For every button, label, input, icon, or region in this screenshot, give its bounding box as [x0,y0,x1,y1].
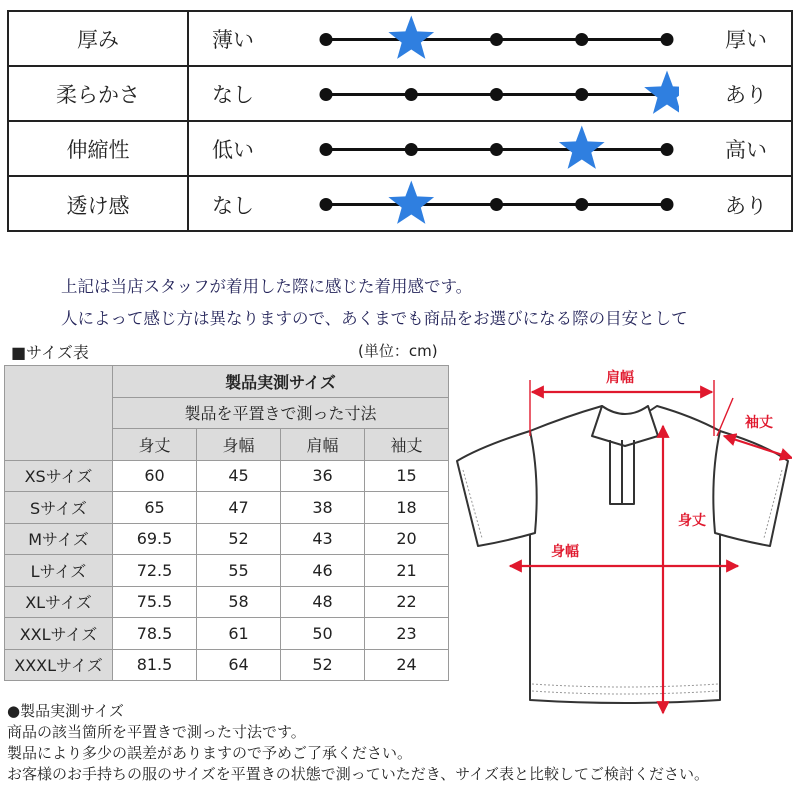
size-label: Sサイズ [5,492,113,524]
size-value: 52 [197,523,281,555]
scale-dot [661,143,674,156]
size-value: 65 [113,492,197,524]
size-label: Mサイズ [5,523,113,555]
feel-high-label: 高い [725,137,767,162]
size-value: 72.5 [113,555,197,587]
feel-scale-graphic [309,12,679,67]
size-value: 55 [197,555,281,587]
size-label: Lサイズ [5,555,113,587]
feel-row-softness [9,67,791,122]
size-label: XXLサイズ [5,618,113,650]
feel-row-thickness [9,12,791,67]
feel-label: 柔らかさ [9,67,189,120]
size-value: 22 [365,586,449,618]
table-row [5,555,449,587]
size-value: 64 [197,649,281,681]
size-value: 52 [281,649,365,681]
scale-dot [575,88,588,101]
feel-low-label: なし [212,82,254,107]
scale-dot [490,198,503,211]
scale-dot [575,198,588,211]
feel-scale-graphic [309,177,679,232]
length-label: 身丈 [678,513,706,529]
rating-star-icon [388,181,434,224]
scale-dot [490,88,503,101]
width-label: 身幅 [551,544,579,560]
size-table-title: ■サイズ表 [11,343,89,362]
footnote-line: 商品の該当箇所を平置きで測った寸法です。 [7,723,306,741]
size-value: 23 [365,618,449,650]
scale-dot [320,143,333,156]
size-value: 61 [197,618,281,650]
rating-star-icon [388,16,434,59]
size-label: XLサイズ [5,586,113,618]
size-label: XXXLサイズ [5,649,113,681]
size-value: 69.5 [113,523,197,555]
size-value: 36 [281,460,365,492]
note-line: 人によって感じ方は異なりますので、あくまでも商品をお選びになる際の目安として [61,309,688,328]
feel-scale [309,12,679,65]
size-value: 78.5 [113,618,197,650]
size-value: 38 [281,492,365,524]
fit-feel-table [7,10,793,232]
column-header: 身丈 [113,429,197,461]
table-row [5,523,449,555]
feel-scale [309,177,679,232]
table-row [5,586,449,618]
feel-low-label: 薄い [212,27,254,52]
feel-label: 厚み [9,12,189,65]
table-row [5,492,449,524]
rating-star-icon [644,71,679,114]
table-row [5,460,449,492]
footnote-line: 製品により多少の誤差がありますので予めご了承ください。 [7,744,413,762]
size-value: 48 [281,586,365,618]
shoulder-label: 肩幅 [606,370,634,386]
size-value: 58 [197,586,281,618]
scale-dot [320,198,333,211]
shirt-left-sleeve [457,431,537,546]
feel-low-label: なし [212,193,254,218]
size-value: 75.5 [113,586,197,618]
note-line: 上記は当店スタッフが着用した際に感じた着用感です。 [61,277,473,296]
scale-dot [405,88,418,101]
table-row [5,649,449,681]
polo-shirt-measurement-diagram [452,358,792,723]
feel-row-sheerness [9,177,791,232]
scale-dot [661,198,674,211]
column-header: 身幅 [197,429,281,461]
feel-scale-graphic [309,67,679,122]
scale-dot [490,143,503,156]
size-table [4,365,449,681]
size-value: 60 [113,460,197,492]
feel-row-stretch [9,122,791,177]
size-value: 45 [197,460,281,492]
size-value: 24 [365,649,449,681]
size-label: XSサイズ [5,460,113,492]
size-header-sub: 製品を平置きで測った寸法 [113,397,449,429]
feel-scale-graphic [309,122,679,177]
feel-scale [309,122,679,175]
size-header-main: 製品実測サイズ [113,366,449,398]
size-value: 43 [281,523,365,555]
size-value: 81.5 [113,649,197,681]
column-header: 袖丈 [365,429,449,461]
scale-dot [490,33,503,46]
shirt-collar [592,406,658,446]
feel-label: 伸縮性 [9,122,189,175]
feel-high-label: 厚い [725,27,767,52]
footnote-line: ●製品実測サイズ [7,702,124,720]
scale-dot [320,33,333,46]
sleeve-label: 袖丈 [745,415,773,431]
size-value: 21 [365,555,449,587]
feel-low-label: 低い [212,137,254,162]
size-value: 50 [281,618,365,650]
size-table-unit: (単位：cm) [358,342,438,360]
scale-dot [405,143,418,156]
feel-scale [309,67,679,120]
scale-dot [661,33,674,46]
size-value: 18 [365,492,449,524]
footnote-line: お客様のお手持ちの服のサイズを平置きの状態で測っていただき、サイズ表と比較してご検討ください。 [7,765,710,783]
size-corner-cell [5,366,113,461]
feel-high-label: あり [725,82,767,107]
size-value: 20 [365,523,449,555]
scale-dot [320,88,333,101]
scale-dot [575,33,588,46]
table-row [5,618,449,650]
size-value: 47 [197,492,281,524]
feel-high-label: あり [725,193,767,218]
size-value: 15 [365,460,449,492]
size-value: 46 [281,555,365,587]
column-header: 肩幅 [281,429,365,461]
rating-star-icon [559,126,605,169]
shirt-right-sleeve [713,431,788,546]
feel-label: 透け感 [9,177,189,232]
